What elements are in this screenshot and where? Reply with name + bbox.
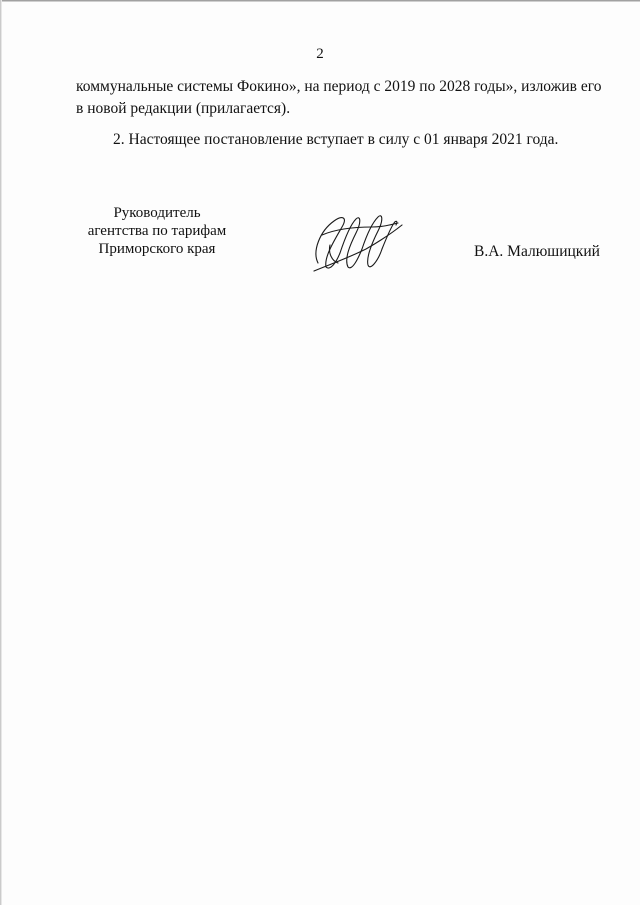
handwritten-signature: [308, 205, 404, 277]
signatory-title-line-3: Приморского края: [98, 241, 216, 257]
paragraph-effective-date: 2. Настоящее постановление вступает в силу с 01 января 2021 года.: [113, 131, 559, 148]
page-number: 2: [316, 46, 324, 62]
paragraph-continuation-line-1: коммунальные системы Фокино», на период с 2019 по 2028 годы», изложив его: [76, 78, 602, 95]
signatory-title-line-2: агентства по тарифам: [87, 223, 227, 239]
paragraph-continuation-line-2: в новой редакции (прилагается).: [76, 100, 291, 117]
signatory-name: В.А. Малюшицкий: [474, 243, 600, 260]
page-edge-left: [0, 0, 2, 905]
signatory-title: [62, 204, 252, 258]
page-edge-top: [0, 0, 640, 2]
signatory-title-line-1: Руководитель: [113, 205, 201, 221]
